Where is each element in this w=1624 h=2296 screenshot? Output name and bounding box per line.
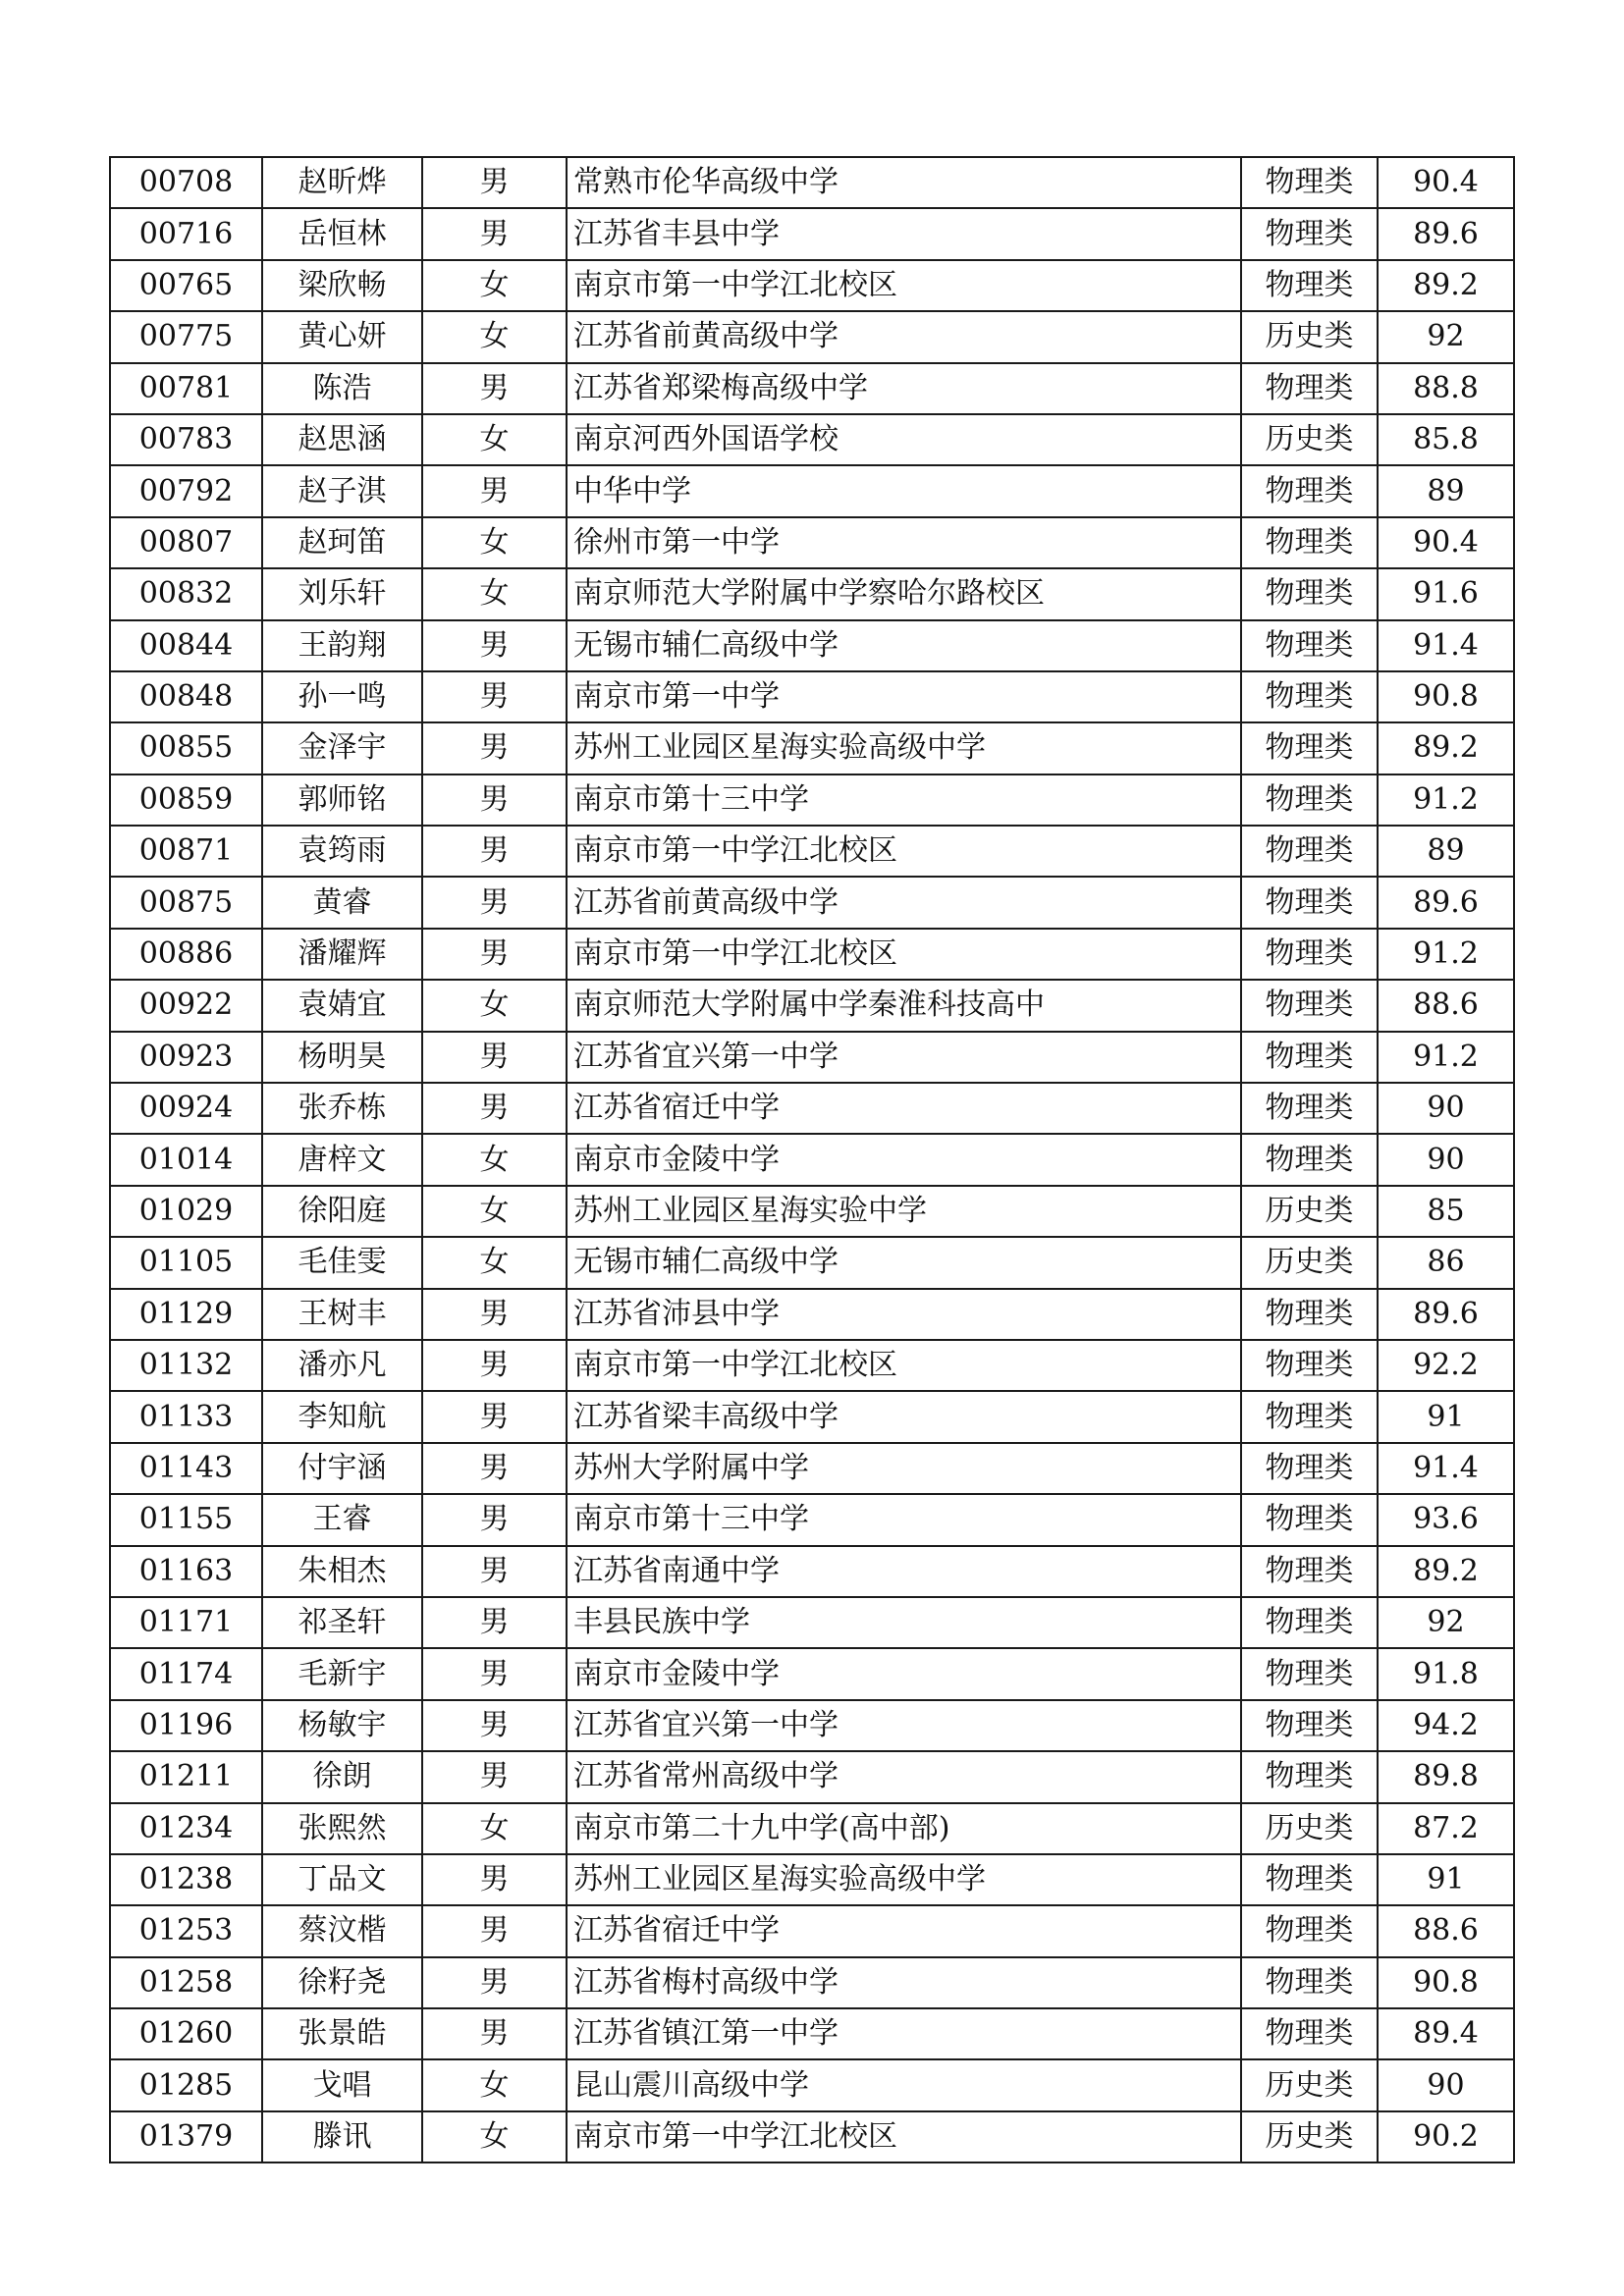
gender-cell: 女	[422, 1134, 567, 1185]
student-id-cell: 00792	[110, 465, 262, 516]
student-id-cell: 00875	[110, 877, 262, 928]
score-cell: 91	[1378, 1854, 1514, 1905]
student-name-cell: 张景皓	[262, 2008, 422, 2059]
category-cell: 物理类	[1241, 877, 1378, 928]
student-name-cell: 袁筠雨	[262, 826, 422, 877]
category-cell: 历史类	[1241, 2111, 1378, 2163]
student-name-cell: 郭师铭	[262, 774, 422, 826]
score-cell: 91.8	[1378, 1648, 1514, 1699]
score-cell: 93.6	[1378, 1494, 1514, 1545]
gender-cell: 男	[422, 1648, 567, 1699]
gender-cell: 女	[422, 260, 567, 311]
student-id-cell: 01234	[110, 1803, 262, 1854]
gender-cell: 男	[422, 1597, 567, 1648]
score-cell: 91.2	[1378, 1032, 1514, 1083]
category-cell: 物理类	[1241, 1134, 1378, 1185]
gender-cell: 女	[422, 980, 567, 1031]
gender-cell: 男	[422, 1083, 567, 1134]
table-row	[110, 1032, 1514, 1083]
student-name-cell: 潘亦凡	[262, 1340, 422, 1391]
roster-body	[110, 157, 1514, 2163]
student-name-cell: 王睿	[262, 1494, 422, 1545]
score-cell: 89	[1378, 826, 1514, 877]
score-cell: 85.8	[1378, 414, 1514, 465]
school-cell: 江苏省镇江第一中学	[567, 2008, 1241, 2059]
student-name-cell: 付宇涵	[262, 1443, 422, 1494]
score-cell: 91.4	[1378, 1443, 1514, 1494]
table-row	[110, 620, 1514, 671]
school-cell: 江苏省前黄高级中学	[567, 877, 1241, 928]
school-cell: 南京市第一中学	[567, 671, 1241, 722]
table-row	[110, 517, 1514, 568]
table-row	[110, 568, 1514, 619]
score-cell: 90.8	[1378, 1957, 1514, 2008]
student-roster-table	[109, 156, 1515, 2163]
score-cell: 85	[1378, 1186, 1514, 1237]
student-name-cell: 徐阳庭	[262, 1186, 422, 1237]
gender-cell: 女	[422, 1186, 567, 1237]
category-cell: 物理类	[1241, 1700, 1378, 1751]
school-cell: 南京市第一中学江北校区	[567, 826, 1241, 877]
student-id-cell: 00848	[110, 671, 262, 722]
gender-cell: 男	[422, 1700, 567, 1751]
gender-cell: 女	[422, 311, 567, 362]
student-id-cell: 00775	[110, 311, 262, 362]
score-cell: 89.6	[1378, 208, 1514, 259]
student-id-cell: 01155	[110, 1494, 262, 1545]
student-name-cell: 刘乐轩	[262, 568, 422, 619]
gender-cell: 男	[422, 1032, 567, 1083]
student-id-cell: 00781	[110, 363, 262, 414]
score-cell: 91	[1378, 1391, 1514, 1442]
category-cell: 历史类	[1241, 414, 1378, 465]
student-name-cell: 金泽宇	[262, 722, 422, 774]
school-cell: 南京市金陵中学	[567, 1648, 1241, 1699]
student-id-cell: 01105	[110, 1237, 262, 1288]
student-name-cell: 孙一鸣	[262, 671, 422, 722]
score-cell: 89.2	[1378, 722, 1514, 774]
school-cell: 江苏省丰县中学	[567, 208, 1241, 259]
category-cell: 物理类	[1241, 929, 1378, 980]
student-name-cell: 杨敏宇	[262, 1700, 422, 1751]
table-row	[110, 877, 1514, 928]
table-row	[110, 1957, 1514, 2008]
school-cell: 江苏省沛县中学	[567, 1289, 1241, 1340]
school-cell: 苏州工业园区星海实验高级中学	[567, 722, 1241, 774]
score-cell: 91.6	[1378, 568, 1514, 619]
student-id-cell: 00832	[110, 568, 262, 619]
school-cell: 中华中学	[567, 465, 1241, 516]
table-row	[110, 208, 1514, 259]
student-name-cell: 王树丰	[262, 1289, 422, 1340]
student-name-cell: 丁品文	[262, 1854, 422, 1905]
category-cell: 物理类	[1241, 2008, 1378, 2059]
category-cell: 物理类	[1241, 980, 1378, 1031]
score-cell: 90.2	[1378, 2111, 1514, 2163]
gender-cell: 男	[422, 1751, 567, 1802]
student-id-cell: 01133	[110, 1391, 262, 1442]
student-name-cell: 滕讯	[262, 2111, 422, 2163]
table-row	[110, 1134, 1514, 1185]
score-cell: 88.8	[1378, 363, 1514, 414]
category-cell: 历史类	[1241, 1186, 1378, 1237]
gender-cell: 男	[422, 1391, 567, 1442]
gender-cell: 男	[422, 363, 567, 414]
score-cell: 92	[1378, 311, 1514, 362]
school-cell: 无锡市辅仁高级中学	[567, 620, 1241, 671]
table-row	[110, 774, 1514, 826]
score-cell: 89.2	[1378, 260, 1514, 311]
table-row	[110, 1700, 1514, 1751]
score-cell: 92	[1378, 1597, 1514, 1648]
student-name-cell: 陈浩	[262, 363, 422, 414]
student-name-cell: 梁欣畅	[262, 260, 422, 311]
table-row	[110, 929, 1514, 980]
table-row	[110, 1186, 1514, 1237]
school-cell: 江苏省宜兴第一中学	[567, 1032, 1241, 1083]
student-name-cell: 李知航	[262, 1391, 422, 1442]
category-cell: 物理类	[1241, 465, 1378, 516]
score-cell: 91.2	[1378, 929, 1514, 980]
school-cell: 江苏省常州高级中学	[567, 1751, 1241, 1802]
score-cell: 90.4	[1378, 517, 1514, 568]
student-id-cell: 00871	[110, 826, 262, 877]
gender-cell: 男	[422, 1854, 567, 1905]
student-name-cell: 袁婧宜	[262, 980, 422, 1031]
student-id-cell: 01143	[110, 1443, 262, 1494]
student-name-cell: 潘耀辉	[262, 929, 422, 980]
student-id-cell: 00708	[110, 157, 262, 208]
student-id-cell: 01260	[110, 2008, 262, 2059]
category-cell: 物理类	[1241, 1648, 1378, 1699]
table-row	[110, 465, 1514, 516]
table-row	[110, 2111, 1514, 2163]
school-cell: 南京市第一中学江北校区	[567, 1340, 1241, 1391]
student-id-cell: 00807	[110, 517, 262, 568]
student-name-cell: 毛佳雯	[262, 1237, 422, 1288]
category-cell: 物理类	[1241, 671, 1378, 722]
table-row	[110, 2008, 1514, 2059]
table-row	[110, 1391, 1514, 1442]
student-id-cell: 00855	[110, 722, 262, 774]
gender-cell: 男	[422, 774, 567, 826]
category-cell: 历史类	[1241, 1803, 1378, 1854]
school-cell: 苏州大学附属中学	[567, 1443, 1241, 1494]
table-row	[110, 1751, 1514, 1802]
category-cell: 物理类	[1241, 1751, 1378, 1802]
score-cell: 87.2	[1378, 1803, 1514, 1854]
school-cell: 南京市第一中学江北校区	[567, 929, 1241, 980]
table-row	[110, 1443, 1514, 1494]
category-cell: 物理类	[1241, 1340, 1378, 1391]
table-row	[110, 1289, 1514, 1340]
student-id-cell: 01174	[110, 1648, 262, 1699]
student-name-cell: 岳恒林	[262, 208, 422, 259]
school-cell: 南京市第二十九中学(高中部)	[567, 1803, 1241, 1854]
category-cell: 物理类	[1241, 1083, 1378, 1134]
category-cell: 物理类	[1241, 208, 1378, 259]
score-cell: 92.2	[1378, 1340, 1514, 1391]
student-name-cell: 赵思涵	[262, 414, 422, 465]
score-cell: 89.6	[1378, 1289, 1514, 1340]
gender-cell: 女	[422, 568, 567, 619]
gender-cell: 男	[422, 1957, 567, 2008]
gender-cell: 男	[422, 826, 567, 877]
school-cell: 南京师范大学附属中学察哈尔路校区	[567, 568, 1241, 619]
school-cell: 江苏省宿迁中学	[567, 1083, 1241, 1134]
table-row	[110, 363, 1514, 414]
gender-cell: 男	[422, 2008, 567, 2059]
student-name-cell: 黄心妍	[262, 311, 422, 362]
school-cell: 常熟市伦华高级中学	[567, 157, 1241, 208]
table-row	[110, 1648, 1514, 1699]
school-cell: 无锡市辅仁高级中学	[567, 1237, 1241, 1288]
category-cell: 历史类	[1241, 311, 1378, 362]
category-cell: 物理类	[1241, 620, 1378, 671]
table-row	[110, 157, 1514, 208]
student-name-cell: 毛新宇	[262, 1648, 422, 1699]
category-cell: 物理类	[1241, 1289, 1378, 1340]
student-name-cell: 赵珂笛	[262, 517, 422, 568]
category-cell: 物理类	[1241, 157, 1378, 208]
school-cell: 江苏省梅村高级中学	[567, 1957, 1241, 2008]
table-row	[110, 1854, 1514, 1905]
student-name-cell: 赵昕烨	[262, 157, 422, 208]
gender-cell: 男	[422, 1546, 567, 1597]
student-id-cell: 01253	[110, 1905, 262, 1956]
score-cell: 89.8	[1378, 1751, 1514, 1802]
table-row	[110, 1494, 1514, 1545]
category-cell: 物理类	[1241, 1597, 1378, 1648]
student-id-cell: 00765	[110, 260, 262, 311]
school-cell: 江苏省前黄高级中学	[567, 311, 1241, 362]
student-id-cell: 00923	[110, 1032, 262, 1083]
student-id-cell: 01258	[110, 1957, 262, 2008]
student-id-cell: 00924	[110, 1083, 262, 1134]
student-name-cell: 徐籽尧	[262, 1957, 422, 2008]
gender-cell: 男	[422, 620, 567, 671]
student-id-cell: 00886	[110, 929, 262, 980]
student-name-cell: 王韵翔	[262, 620, 422, 671]
student-id-cell: 01379	[110, 2111, 262, 2163]
student-id-cell: 01171	[110, 1597, 262, 1648]
table-row	[110, 311, 1514, 362]
student-id-cell: 00716	[110, 208, 262, 259]
category-cell: 物理类	[1241, 1443, 1378, 1494]
table-row	[110, 1083, 1514, 1134]
gender-cell: 男	[422, 1905, 567, 1956]
gender-cell: 女	[422, 414, 567, 465]
student-id-cell: 01285	[110, 2059, 262, 2110]
category-cell: 物理类	[1241, 774, 1378, 826]
school-cell: 江苏省南通中学	[567, 1546, 1241, 1597]
student-id-cell: 01211	[110, 1751, 262, 1802]
student-name-cell: 唐梓文	[262, 1134, 422, 1185]
score-cell: 88.6	[1378, 1905, 1514, 1956]
student-id-cell: 00859	[110, 774, 262, 826]
category-cell: 历史类	[1241, 1237, 1378, 1288]
student-id-cell: 01163	[110, 1546, 262, 1597]
school-cell: 南京师范大学附属中学秦淮科技高中	[567, 980, 1241, 1031]
table-row	[110, 260, 1514, 311]
table-row	[110, 980, 1514, 1031]
category-cell: 物理类	[1241, 722, 1378, 774]
gender-cell: 男	[422, 722, 567, 774]
student-id-cell: 01029	[110, 1186, 262, 1237]
category-cell: 物理类	[1241, 363, 1378, 414]
student-name-cell: 黄睿	[262, 877, 422, 928]
school-cell: 江苏省梁丰高级中学	[567, 1391, 1241, 1442]
school-cell: 南京市第十三中学	[567, 774, 1241, 826]
gender-cell: 男	[422, 208, 567, 259]
table-row	[110, 1803, 1514, 1854]
gender-cell: 男	[422, 157, 567, 208]
score-cell: 89	[1378, 465, 1514, 516]
category-cell: 物理类	[1241, 1494, 1378, 1545]
score-cell: 86	[1378, 1237, 1514, 1288]
score-cell: 91.2	[1378, 774, 1514, 826]
score-cell: 88.6	[1378, 980, 1514, 1031]
student-name-cell: 戈唱	[262, 2059, 422, 2110]
gender-cell: 男	[422, 671, 567, 722]
table-row	[110, 1237, 1514, 1288]
gender-cell: 男	[422, 1289, 567, 1340]
table-row	[110, 1905, 1514, 1956]
score-cell: 89.4	[1378, 2008, 1514, 2059]
school-cell: 江苏省郑梁梅高级中学	[567, 363, 1241, 414]
school-cell: 江苏省宿迁中学	[567, 1905, 1241, 1956]
table-row	[110, 1597, 1514, 1648]
category-cell: 物理类	[1241, 826, 1378, 877]
gender-cell: 男	[422, 877, 567, 928]
category-cell: 历史类	[1241, 2059, 1378, 2110]
gender-cell: 男	[422, 1494, 567, 1545]
student-id-cell: 01129	[110, 1289, 262, 1340]
school-cell: 南京市第一中学江北校区	[567, 2111, 1241, 2163]
gender-cell: 女	[422, 2111, 567, 2163]
student-name-cell: 祁圣轩	[262, 1597, 422, 1648]
category-cell: 物理类	[1241, 1032, 1378, 1083]
gender-cell: 男	[422, 1340, 567, 1391]
score-cell: 90.4	[1378, 157, 1514, 208]
student-name-cell: 蔡汶楷	[262, 1905, 422, 1956]
gender-cell: 男	[422, 1443, 567, 1494]
gender-cell: 女	[422, 1237, 567, 1288]
gender-cell: 女	[422, 1803, 567, 1854]
school-cell: 丰县民族中学	[567, 1597, 1241, 1648]
table-row	[110, 722, 1514, 774]
category-cell: 物理类	[1241, 568, 1378, 619]
table-row	[110, 2059, 1514, 2110]
gender-cell: 女	[422, 2059, 567, 2110]
school-cell: 苏州工业园区星海实验高级中学	[567, 1854, 1241, 1905]
score-cell: 89.2	[1378, 1546, 1514, 1597]
gender-cell: 女	[422, 517, 567, 568]
table-row	[110, 1340, 1514, 1391]
table-row	[110, 414, 1514, 465]
category-cell: 物理类	[1241, 260, 1378, 311]
student-id-cell: 01238	[110, 1854, 262, 1905]
school-cell: 南京河西外国语学校	[567, 414, 1241, 465]
category-cell: 物理类	[1241, 1546, 1378, 1597]
student-id-cell: 00844	[110, 620, 262, 671]
student-name-cell: 张乔栋	[262, 1083, 422, 1134]
school-cell: 苏州工业园区星海实验中学	[567, 1186, 1241, 1237]
category-cell: 物理类	[1241, 1905, 1378, 1956]
table-row	[110, 1546, 1514, 1597]
score-cell: 94.2	[1378, 1700, 1514, 1751]
score-cell: 90	[1378, 2059, 1514, 2110]
student-id-cell: 00783	[110, 414, 262, 465]
table-row	[110, 671, 1514, 722]
student-name-cell: 朱相杰	[262, 1546, 422, 1597]
student-id-cell: 01014	[110, 1134, 262, 1185]
score-cell: 90	[1378, 1134, 1514, 1185]
student-id-cell: 01196	[110, 1700, 262, 1751]
student-id-cell: 00922	[110, 980, 262, 1031]
gender-cell: 男	[422, 465, 567, 516]
table-row	[110, 826, 1514, 877]
student-name-cell: 杨明昊	[262, 1032, 422, 1083]
student-id-cell: 01132	[110, 1340, 262, 1391]
student-name-cell: 徐朗	[262, 1751, 422, 1802]
category-cell: 物理类	[1241, 1854, 1378, 1905]
student-name-cell: 张熙然	[262, 1803, 422, 1854]
score-cell: 89.6	[1378, 877, 1514, 928]
score-cell: 90.8	[1378, 671, 1514, 722]
score-cell: 90	[1378, 1083, 1514, 1134]
school-cell: 昆山震川高级中学	[567, 2059, 1241, 2110]
student-name-cell: 赵子淇	[262, 465, 422, 516]
category-cell: 物理类	[1241, 1957, 1378, 2008]
school-cell: 南京市第十三中学	[567, 1494, 1241, 1545]
gender-cell: 男	[422, 929, 567, 980]
category-cell: 物理类	[1241, 517, 1378, 568]
school-cell: 徐州市第一中学	[567, 517, 1241, 568]
school-cell: 南京市金陵中学	[567, 1134, 1241, 1185]
school-cell: 南京市第一中学江北校区	[567, 260, 1241, 311]
school-cell: 江苏省宜兴第一中学	[567, 1700, 1241, 1751]
category-cell: 物理类	[1241, 1391, 1378, 1442]
score-cell: 91.4	[1378, 620, 1514, 671]
